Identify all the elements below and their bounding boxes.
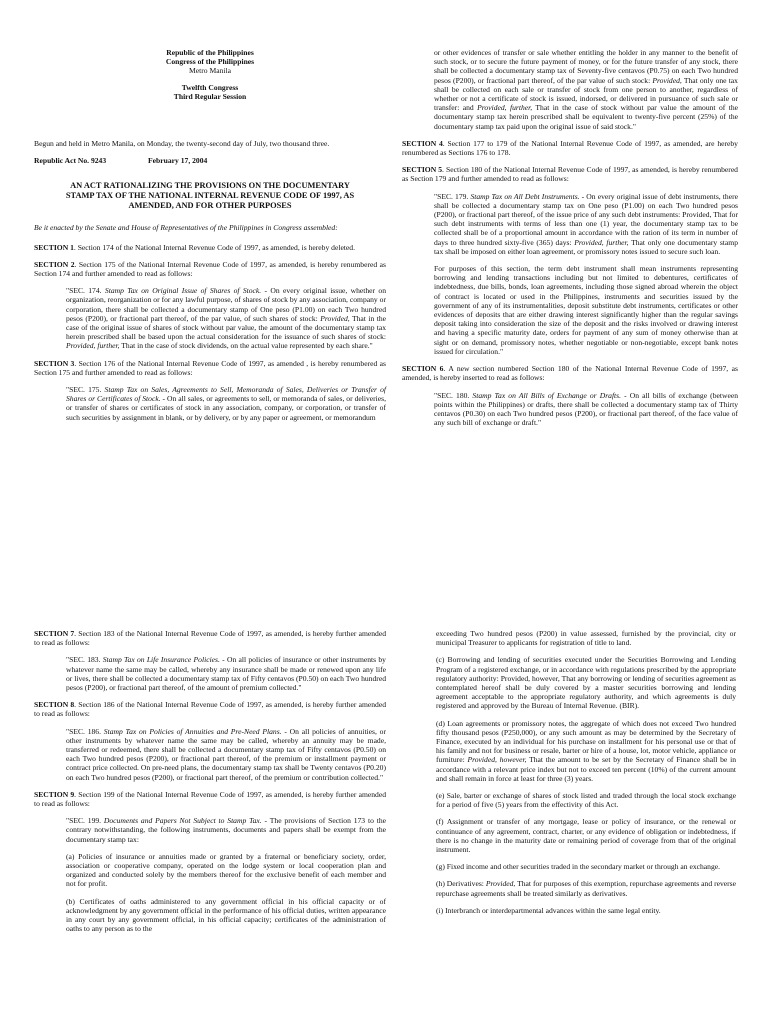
exemption-item-b: (b) Certificates of oaths administered to any government official in his official capacity or of acknowledgment by any government official in the performance of his official duties, written appearance in any court by any government official, in his official capacity; certificates of the administration of oaths to any person as to the xyxy=(66,896,386,934)
section-text: . Section 199 of the National Internal Revenue Code of 1997, as amended, is hereby further amended to read as follows: xyxy=(34,789,386,809)
quote-text: That in the case of stock dividends, on the actual value represented by each share." xyxy=(119,341,373,351)
section-label: SECTION 1 xyxy=(34,242,74,252)
item-proviso: Provided, xyxy=(485,879,516,889)
section-9 xyxy=(34,790,386,808)
quote-proviso: Provided, further, xyxy=(477,103,533,113)
header-republic: Republic of the Philippines xyxy=(166,48,254,57)
quote-heading: Stamp Tax on All Bills of Exchange or Drafts. xyxy=(472,390,622,400)
exemption-item-i: (i) Interbranch or interdepartmental advances within the same legal entity. xyxy=(436,905,661,915)
quote-text: "SEC. 186. xyxy=(66,726,104,736)
quote-sec-199 xyxy=(66,816,386,844)
section-3 xyxy=(34,359,386,377)
quote-proviso: Provided, further, xyxy=(574,237,629,247)
quote-text: "SEC. 199. xyxy=(66,816,104,826)
page2-left-column xyxy=(34,629,386,941)
exemption-item-f: (f) Assignment or transfer of any mortgage, lease or policy of insurance, or the renewal or continuance of any agreement, contract, charter, or any evidence of obligation or indebtedness, if there is no change in the maturity date or remaining period of coverage from that of the original instrument. xyxy=(436,817,736,855)
page1-right-column xyxy=(402,48,738,435)
quote-sec-183 xyxy=(66,655,386,692)
quote-text: - On every original issue, whether on organization, reorganization or for any lawful purpose, of shares of stock by any association, company or corporation, there shall be collected a documentary stamp of One peso (P1.00) on each Two hundred pesos (P200), or fractional part thereof, of the par value, of such shares of stock: xyxy=(66,286,387,323)
section-label: SECTION 8 xyxy=(34,700,75,710)
quote-text: - The provisions of Section 173 to the contrary notwithstanding, the following instruments, documents and papers shall be exempt from the documentary stamp tax: xyxy=(66,816,386,844)
item-proviso: Provided, however, xyxy=(467,755,527,765)
quote-text: That only one tax shall be collected on each sale or transfer of stock from one person to another, regardless of whether or not a certificate of stock is issued, indorsed, or delivered in pursuance of such sale or transfer: and xyxy=(434,75,738,113)
exemption-item-d xyxy=(436,719,736,783)
quote-sec-174 xyxy=(66,286,386,350)
act-title: AN ACT RATIONALIZING THE PROVISIONS ON THE DOCUMENTARY STAMP TAX OF THE NATIONAL INTERNAL REVENUE CODE OF 1997, AS AMENDED, AND FOR OTHER PURPOSES xyxy=(65,181,355,211)
section-text: . Section 175 of the National Internal Revenue Code of 1997, as amended, is hereby renumbered as Section 174 and further amended to read as follows: xyxy=(34,259,386,279)
section-label: SECTION 5 xyxy=(402,165,443,175)
document-header xyxy=(34,48,386,101)
quote-text: "SEC. 179. xyxy=(434,191,471,201)
quote-text: That in the case of the original issue of shares of stock without par value, the amount of the documentary stamp tax herein prescribed shall be based upon the actual consideration for the issuance of such shares of stock: xyxy=(66,313,386,342)
quote-proviso: Provided, xyxy=(320,313,350,323)
page2-right-column xyxy=(436,629,736,923)
section-text: . Section 183 of the National Internal Revenue Code of 1997, as amended, is hereby further amended to read as follows: xyxy=(34,629,386,648)
quote-text: That in the case of stock without par value the amount of the documentary stamp tax herein prescribed shall be equivalent to twenty-five percent (25%) of the documentary stamp tax paid upon the original issue of said stock." xyxy=(434,103,738,131)
quote-text: - On all sales, or agreements to sell, or memoranda of sales, or deliveries, or transfer of shares or certificates of stock in any association, company, or corporation, or transfer of such securities by assignment in blank, or by delivery, or by any paper or agreement, or memorandum xyxy=(66,394,386,422)
section-7 xyxy=(34,629,386,647)
quote-text: "SEC. 183. xyxy=(66,655,103,665)
quote-heading: Documents and Papers Not Subject to Stamp Tax. xyxy=(103,816,262,826)
quote-text: - On all policies of annuities, or other instruments by whatever name the same may be called, whereby an annuity may be made, transferred or redeemed, there shall be collected a documentary stamp tax of Fifty centavos (P0.50) on each Two hundred pesos (P200), or fractional part thereof, of the premium or installment payment or contract price collected. On pre-need plans, the documentary stamp tax shall be Twenty centavos (P0.20) on each Two hundred pesos (P200), or fractional part thereof, of the premium or contribution collected." xyxy=(66,726,386,782)
item-text: That the amount to be set by the Secretary of Finance shall be in accordance with a relevant price index but not to exceed ten percent (10%) of the current amount and shall remain in force at least for three (3) years. xyxy=(436,755,736,783)
header-location: Metro Manila xyxy=(189,66,231,75)
exemption-item-b-continued: exceeding Two hundred pesos (P200) in value assessed, furnished by the provincial, city or municipal Treasurer to applicants for registration of title to land. xyxy=(436,629,736,648)
quote-text: - On all bills of exchange (between points within the Philippines) or drafts, there shall be collected a documentary stamp tax of Thirty centavos (P0.30) on each Two hundred pesos (P200), or fractional part thereof, of the face value of any such bill of exchange or draft." xyxy=(434,390,739,428)
section-label: SECTION 6 xyxy=(402,364,444,374)
section-text: . Section 174 of the National Internal Revenue Code of 1997, as amended, is hereby deleted. xyxy=(73,242,355,252)
quote-text: "SEC. 180. xyxy=(434,390,473,400)
section-6 xyxy=(402,364,738,382)
section-text: . Section 186 of the National Internal Revenue Code of 1997, as amended, is hereby further amended to read as follows: xyxy=(34,700,386,719)
section-label: SECTION 9 xyxy=(34,789,75,799)
quote-text: or other evidences of transfer or sale whether entitling the holder in any manner to the benefit of such stock, or to secure the future payment of money, or for the future transfer of any stock, there shall be collected a documentary stamp tax of Seventy-five centavos (P0.75) on each Two hundred pesos (P200), or fractional part thereof, of the par value of such stock: xyxy=(434,48,738,85)
quote-heading: Stamp Tax on Original Issue of Shares of Stock. xyxy=(104,286,262,296)
section-text: . A new section numbered Section 180 of the National Internal Revenue Code of 1997, as amended, is hereby inserted to read as follows: xyxy=(402,364,738,383)
item-text: (h) Derivatives: xyxy=(436,879,486,889)
quote-sec-175 xyxy=(66,385,386,422)
section-text: . Section 176 of the National Internal Revenue Code of 1997, as amended , is hereby renumbered as Section 175 and further amended to read as follows: xyxy=(34,358,386,377)
section-text: . Section 177 to 179 of the National Internal Revenue Code of 1997, as amended, are hereby renumbered as Sections 176 to 178. xyxy=(402,138,738,158)
section-2 xyxy=(34,260,386,278)
document-page-2 xyxy=(0,615,768,1024)
section-label: SECTION 4 xyxy=(402,138,443,148)
quote-heading: Stamp Tax on Sales, Agreements to Sell, Memoranda of Sales, Deliveries or Transfer of Shares or Certificates of Stock. xyxy=(66,385,387,404)
quote-heading: Stamp Tax on All Debt Instruments. xyxy=(470,191,580,201)
quote-text: "SEC. 175. xyxy=(66,385,105,395)
section-8 xyxy=(34,700,386,718)
quote-heading: Stamp Tax on Life Insurance Policies. xyxy=(102,655,220,665)
header-session: Third Regular Session xyxy=(173,92,247,101)
quote-heading: Stamp Tax on Policies of Annuities and Pre-Need Plans. xyxy=(103,726,282,736)
ra-number: Republic Act No. 9243 xyxy=(34,156,107,166)
exemption-item-h xyxy=(436,879,736,897)
section-label: SECTION 3 xyxy=(34,358,75,368)
quote-sec-180 xyxy=(434,391,738,428)
section-5 xyxy=(402,165,738,183)
header-congress: Congress of the Philippines xyxy=(165,57,255,66)
begun-statement: Begun and held in Metro Manila, on Monday, the twenty-second day of July, two thousand three. xyxy=(34,139,330,148)
quote-sec-179 xyxy=(434,192,738,256)
quote-sec-186 xyxy=(66,727,386,782)
header-congress-number: Twelfth Congress xyxy=(181,83,239,92)
section-text: . Section 180 of the National Internal Revenue Code of 1997, as amended, is hereby renumbered as Section 179 and further amended to read as follows: xyxy=(402,165,738,184)
exemption-item-a: (a) Policies of insurance or annuities made or granted by a fraternal or beneficiary society, order, association or cooperative company, operated on the lodge system or local cooperation plan and organized and conducted solely by the members thereof for the exclusive benefit of each member and not for profit. xyxy=(66,851,386,889)
section-4 xyxy=(402,139,738,157)
ra-date: February 17, 2004 xyxy=(148,156,208,166)
section-label: SECTION 2 xyxy=(34,259,75,269)
quote-text: - On every original issue of debt instruments, there shall be collected a documentary stamp tax on One peso (P1.00) on each Two hundred pesos (P200), or fractional part thereof, of the issue price of any such debt instruments: Provided, That for such debt instruments with terms of less than one (1) year, the documentary stamp tax to be collected shall be of a proportional amount in accordance with the ration of its term in number of days to three hundred sixty-five (365) days: xyxy=(434,191,738,247)
exemption-item-g: (g) Fixed income and other securities traded in the secondary market or through an exchange. xyxy=(436,862,721,872)
quote-text: "SEC. 174. xyxy=(66,286,105,296)
quote-proviso: Provided, further, xyxy=(66,341,120,351)
section-1 xyxy=(34,243,386,252)
quote-sec-179-debt-definition: For purposes of this section, the term debt instrument shall mean instruments representing borrowing and lending transactions including but not limited to debentures, certificates of indebtedness, due bills, bonds, loan agreements, including those signed abroad wherein the object of contract is located or used in the Philippines, instruments and securities issued by the government of any of its instrumentalities, deposit substitute debt instruments, certificates or other evidences of deposits that are either drawing interest significantly higher than the regular savings deposit taking into consideration the size of the deposit and the risks involved or drawing interest and having a specific maturity date, orders for payment of any sum of money otherwise than at sight or on demand, promissory notes, whether negotiable or non-negotiable, except bank notes issued for circulation." xyxy=(434,264,738,356)
item-text: (d) Loan agreements or promissory notes, the aggregate of which does not exceed Two hundred fifty thousand pesos (P250,000), or any such amount as may be determined by the Secretary of Finance, executed by an individual for his purchase on installment for his personal use or that of his family and not for business or resale, barter or hire of a house, lot, motor vehicle, appliance or furniture: xyxy=(436,718,736,765)
enacting-clause: Be it enacted by the Senate and House of Representatives of the Philippines in Congress assembled: xyxy=(34,223,338,233)
exemption-item-e: (e) Sale, barter or exchange of shares of stock listed and traded through the local stock exchange for a period of five (5) years from the effectivity of this Act. xyxy=(436,791,736,810)
quote-text: - On all policies of insurance or other instruments by whatever name the same may be called, whereby any insurance shall be made or renewed upon any life or lives, there shall be collected a documentary stamp tax of Fifty centavos (P0.50) on each Two hundred pesos (P200), or fractional part thereof, of the amount of premium collected." xyxy=(66,655,386,693)
ra-line xyxy=(34,156,386,165)
quote-proviso: Provided, xyxy=(652,75,682,85)
section-label: SECTION 7 xyxy=(34,629,75,638)
page1-left-column xyxy=(34,48,386,430)
item-text: That for purposes of this exemption, repurchase agreements and reverse repurchase agreements shall be treated similarly as derivatives. xyxy=(436,879,736,898)
quote-sec-175-continued xyxy=(434,48,738,131)
exemption-item-c: (c) Borrowing and lending of securities executed under the Securities Borrowing and Lending Program of a registered exchange, or in accordance with regulations prescribed by the appropriate regulatory authority: Provided, however, That any borrowing or lending of securities agreement as contemplated hereof shall be duly covered by a master securities borrowing and lending agreement acceptable to the appropriate regulatory authority, and which agreements is duly registered and approved by the Bureau of Internal Revenue. (BIR). xyxy=(436,655,736,711)
quote-text: That only one documentary stamp tax shall be imposed on either loan agreement, or promissory notes issued to secure such loan. xyxy=(434,237,738,256)
